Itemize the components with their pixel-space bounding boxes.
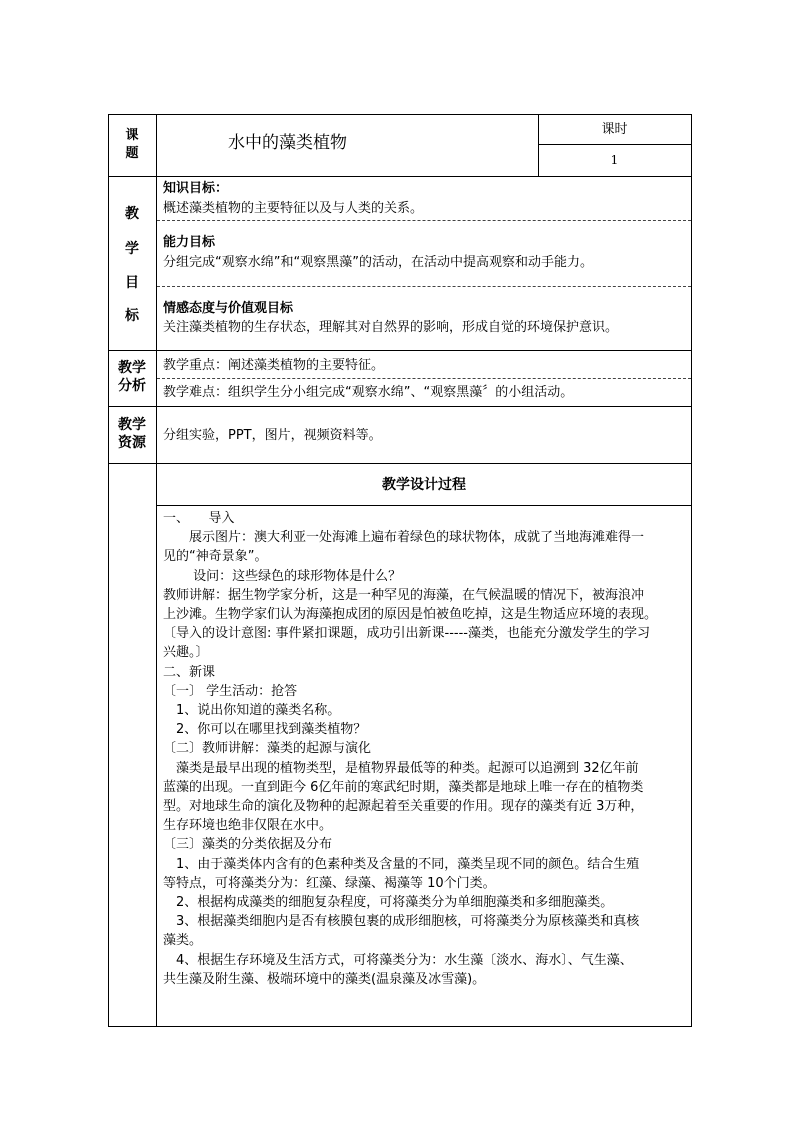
process-line: 藻类是最早出现的植物类型，是植物界最低等的种类。起源可以追溯到 32亿年前	[163, 760, 639, 776]
process-line: 教师讲解：据生物学家分析，这是一种罕见的海藻，在气候温暖的情况下，被海浪冲	[163, 587, 645, 603]
process-line: 〔二〕教师讲解：藻类的起源与演化	[163, 741, 372, 757]
goals-label-char-1: 教	[125, 206, 139, 222]
process-line: 等特点，可将藻类分为：红藻、绿藻、褐藻等 10个门类。	[163, 875, 496, 891]
knowledge-goal-text: 概述藻类植物的主要特征以及与人类的关系。	[163, 201, 424, 216]
row-divider-header	[108, 176, 692, 177]
table-border-bottom	[108, 1026, 692, 1027]
key-point-text: 教学重点：阐述藻类植物的主要特征。	[163, 358, 385, 373]
process-heading: 教学设计过程	[382, 477, 466, 493]
resources-label-line-1: 教学	[118, 417, 146, 433]
process-line: 展示图片：澳大利亚一处海滩上遍布着绿色的球状物体，成就了当地海滩难得一	[163, 530, 645, 546]
process-line: 2、你可以在哪里找到藻类植物？	[163, 722, 367, 738]
process-line: 型。对地球生命的演化及物种的起源起着至关重要的作用。现存的藻类有近 3万种，	[163, 799, 644, 815]
topic-label	[112, 127, 152, 163]
row-divider-analysis	[108, 406, 692, 407]
period-value: 1	[610, 153, 619, 167]
table-border-right	[691, 114, 692, 1027]
process-body	[163, 509, 688, 989]
table-border-top	[108, 114, 692, 115]
process-line: 生存环境也绝非仅限在水中。	[163, 818, 333, 834]
emotion-goal-heading: 情感态度与价值观目标	[163, 301, 294, 316]
resources-label-line-2: 资源	[118, 435, 146, 451]
process-heading-divider	[156, 505, 692, 506]
process-line: 藻类。	[163, 933, 203, 949]
ability-goal-heading: 能力目标	[163, 235, 216, 250]
difficulty-text: 教学难点：组织学生分小组完成“观察水绵”、“观察黑藻〞的小组活动。	[163, 385, 574, 400]
process-line: 蓝藻的出现。一直到距今 6亿年前的寒武纪时期，藻类都是地球上唯一存在的植物类	[163, 779, 644, 795]
goals-dashed-divider-1	[157, 220, 691, 221]
ability-goal-text: 分组完成“观察水绵”和“观察黑藻”的活动，在活动中提高观察和动手能力。	[163, 255, 593, 270]
goals-dashed-divider-2	[157, 286, 691, 287]
process-line: 3、根据藻类细胞内是否有核膜包裹的成形细胞核，可将藻类分为原核藻类和真核	[163, 914, 640, 930]
analysis-label-line-1: 教学	[118, 360, 146, 376]
process-line: 〔一〕 学生活动：抢答	[163, 683, 298, 699]
table-border-left	[108, 114, 109, 1027]
process-line: 4、根据生存环境及生活方式，可将藻类分为：水生藻〔淡水、海水〕、气生藻、	[163, 952, 633, 968]
emotion-goal-text: 关注藻类植物的生存状态，理解其对自然界的影响，形成自觉的环境保护意识。	[163, 320, 619, 335]
process-line: 上沙滩。生物学家们认为海藻抱成团的原因是怕被鱼吃掉，这是生物适应环境的表现。	[163, 607, 658, 623]
process-line: 〔三〕藻类的分类依据及分布	[163, 837, 333, 853]
process-line: 1、由于藻类体内含有的色素种类及含量的不同，藻类呈现不同的颜色。结合生殖	[163, 856, 640, 872]
row-divider-resources	[108, 463, 692, 464]
analysis-label-line-2: 分析	[118, 378, 146, 394]
process-line: 1、说出你知道的藻类名称。	[163, 703, 341, 719]
topic-label-text: 课题	[125, 128, 139, 161]
process-line: 共生藻及附生藻、极端环境中的藻类(温泉藻及冰雪藻)。	[163, 971, 486, 987]
process-line: 一、 导入	[163, 511, 235, 526]
process-line: 设问：这些绿色的球形物体是什么？	[163, 568, 402, 584]
lesson-title: 水中的藻类植物	[228, 133, 347, 153]
label-column-divider	[156, 114, 157, 1027]
resources-text: 分组实验，PPT，图片，视频资料等。	[163, 428, 382, 443]
period-cell-divider	[538, 144, 691, 145]
process-line: 二、新课	[163, 664, 216, 680]
process-line: 2、根据构成藻类的细胞复杂程度，可将藻类分为单细胞藻类和多细胞藻类。	[163, 895, 614, 911]
analysis-dashed-divider	[157, 378, 691, 379]
process-line: 兴趣。〕	[163, 645, 209, 661]
process-line: 〔导入的设计意图: 事件紧扣课题，成功引出新课-----藻类，也能充分激发学生的学习	[163, 626, 650, 642]
knowledge-goal-heading: 知识目标：	[163, 181, 229, 196]
process-line: 见的“神奇景象”。	[163, 549, 268, 565]
period-label: 课时	[601, 122, 628, 137]
row-divider-goals	[108, 350, 692, 351]
goals-label-char-4: 标	[125, 308, 139, 324]
goals-label-char-3: 目	[125, 275, 139, 291]
goals-label-char-2: 学	[125, 241, 139, 257]
